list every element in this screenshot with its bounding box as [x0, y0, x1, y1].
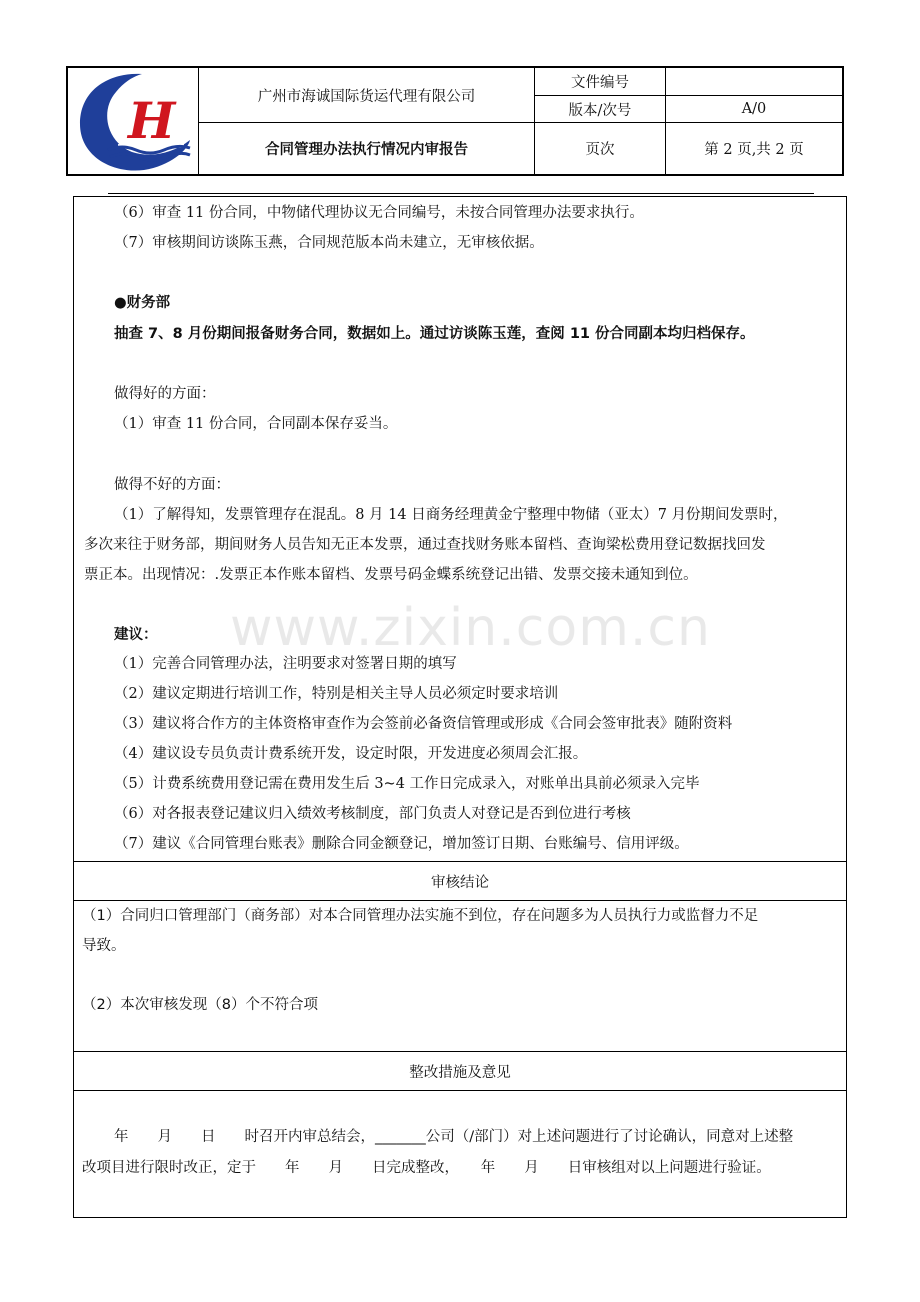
bad-line: 票正本。出现情况：.发票正本作账本留档、发票号码金蝶系统登记出错、发票交接未通知到位。	[84, 567, 698, 583]
version-label: 版本/次号	[568, 102, 632, 119]
conclusion-line: （1）合同归口管理部门（商务部）对本合同管理办法实施不到位，存在问题多为人员执行力或监督力不足	[82, 908, 759, 924]
header-divider	[108, 193, 814, 194]
conclusion-line: 导致。	[82, 938, 126, 954]
suggest-item: （4）建议设专员负责计费系统开发，设定时限，开发进度必须周会汇报。	[114, 746, 588, 762]
finance-intro: 抽查 7、8 月份期间报备财务合同，数据如上。通过访谈陈玉莲，查阅 11 份合同副本均归档保存。	[114, 326, 755, 342]
suggest-item: （2）建议定期进行培训工作，特别是相关主导人员必须定时要求培训	[114, 686, 559, 702]
good-item: （1）审查 11 份合同，合同副本保存妥当。	[114, 416, 398, 432]
rectify-line: 改项目进行限时改正，定于 年 月 日完成整改， 年 月 日审核组对以上问题进行验证。	[82, 1160, 771, 1176]
bad-heading: 做得不好的方面：	[114, 477, 230, 493]
suggest-item: （6）对各报表登记建议归入绩效考核制度，部门负责人对登记是否到位进行考核	[114, 806, 631, 822]
suggest-heading: 建议：	[114, 627, 158, 643]
company-logo	[72, 70, 196, 174]
suggest-item: （5）计费系统费用登记需在费用发生后 3~4 工作日完成录入，对账单出具前必须录入完毕	[114, 776, 700, 792]
report-body-table	[73, 196, 847, 1218]
suggest-item: （7）建议《合同管理台账表》删除合同金额登记，增加签订日期、台账编号、信用评级。	[114, 836, 689, 852]
conclusion-title: 审核结论	[431, 875, 489, 891]
bad-line: （1）了解得知，发票管理存在混乱。8 月 14 日商务经理黄金宁整理中物储（亚太）7 月份期间发票时，	[114, 507, 788, 523]
document-header	[66, 66, 844, 176]
company-name: 广州市海诚国际货运代理有限公司	[257, 88, 476, 105]
page-label: 页次	[585, 142, 615, 158]
page-value: 第 2 页,共 2 页	[704, 142, 804, 158]
watermark: www.zixin.com.cn	[230, 598, 711, 658]
good-heading: 做得好的方面：	[114, 386, 216, 402]
logo-letter: H	[128, 91, 176, 150]
report-title: 合同管理办法执行情况内审报告	[265, 142, 468, 158]
suggest-item: （1）完善合同管理办法，注明要求对签署日期的填写	[114, 656, 457, 672]
conclusion-line: （2）本次审核发现（8）个不符合项	[82, 997, 318, 1013]
bad-line: 多次来往于财务部，期间财务人员告知无正本发票，通过查找财务账本留档、查询梁松费用登记数据找回发	[84, 537, 766, 553]
rectify-title: 整改措施及意见	[409, 1065, 511, 1081]
finding-item: （6）审查 11 份合同，中物储代理协议无合同编号，未按合同管理办法要求执行。	[114, 205, 644, 221]
doc-no-label: 文件编号	[571, 75, 629, 91]
version-value: A/0	[741, 101, 767, 117]
section-heading-finance: ●财务部	[114, 295, 171, 311]
rectify-line: 年 月 日 时召开内审总结会，_______公司（/部门）对上述问题进行了讨论确认，同意对上述整	[114, 1129, 794, 1145]
suggest-item: （3）建议将合作方的主体资格审查作为会签前必备资信管理或形成《合同会签审批表》随附资料	[114, 716, 733, 732]
finding-item: （7）审核期间访谈陈玉燕，合同规范版本尚未建立，无审核依据。	[114, 235, 544, 251]
doc-no-value	[666, 68, 842, 95]
